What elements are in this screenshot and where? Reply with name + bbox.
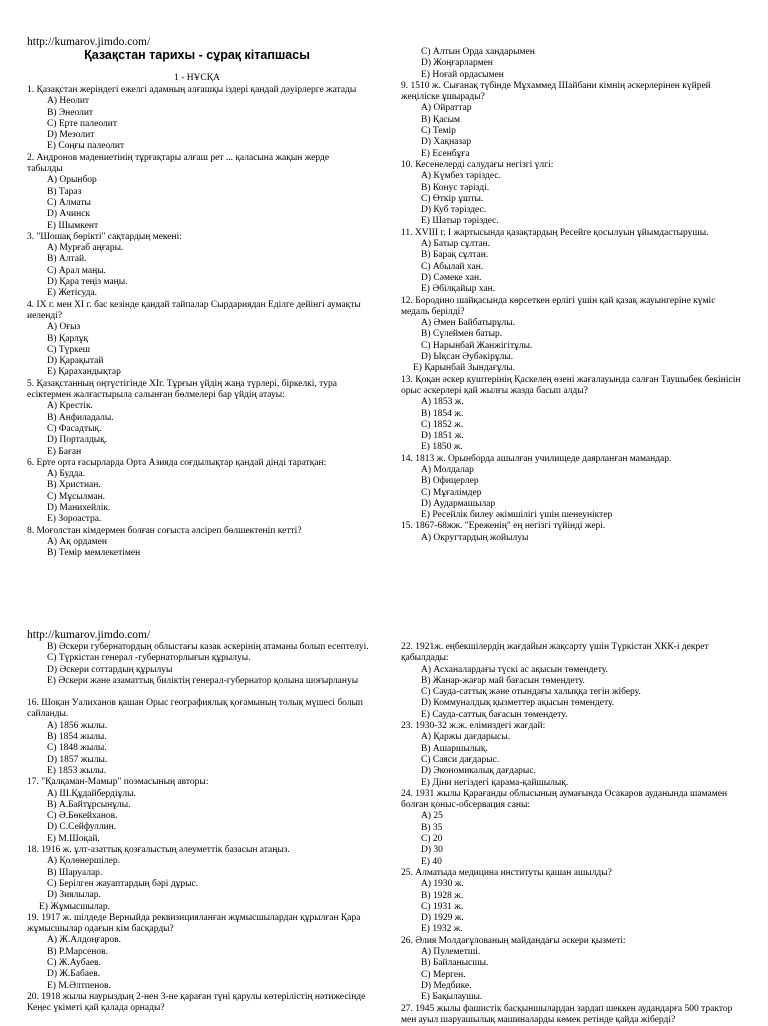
question-block — [401, 375, 741, 454]
question-text: 23. 1930-32 ж.ж. елімиздегі жағдай: — [401, 721, 741, 732]
question-block — [401, 81, 741, 160]
question-text: 18. 1916 ж. ұлт-азаттық қозғалыстың әлеуметтік базасын атаңыз. — [27, 845, 372, 856]
answer-option: C) Сауда-саттық және отындағы халыққа тегін жіберу. — [401, 687, 741, 698]
answer-option: B) Офицерлер — [401, 476, 741, 487]
question-text: 9. 1510 ж. Сығанақ түбінде Мұхаммед Шайбани кімнің әскерлерінен күйрей жеңіліске ұшырады? — [401, 81, 741, 104]
question-block — [27, 913, 372, 992]
answer-option: C) 1931 ж. — [401, 902, 741, 913]
answer-option: D) Хақназар — [401, 137, 741, 148]
answer-option: A) Қолөнершілер. — [27, 856, 372, 867]
answer-option: A) Оғыз — [27, 322, 367, 333]
answer-option: A) Ақ ордамен — [27, 537, 367, 548]
answer-option: C) Алматы — [27, 198, 367, 209]
answer-option: C) 20 — [401, 834, 741, 845]
answer-option: B) Сүлеймен батыр. — [401, 329, 741, 340]
question-block — [27, 845, 372, 913]
question-block — [27, 85, 367, 153]
answer-option: B) Ашаршылық. — [401, 744, 741, 755]
question-block — [27, 992, 372, 1015]
answer-option: B) 35 — [401, 823, 741, 834]
answer-option: A) Пулеметші. — [401, 947, 741, 958]
answer-option: E) Жетісуда. — [27, 288, 367, 299]
answer-option: C) Берілген жауаптардың бәрі дұрыс. — [27, 879, 372, 890]
answer-option: E) Шымкент — [27, 221, 367, 232]
question-block — [401, 521, 741, 544]
question-block — [27, 153, 367, 232]
answer-option: D) 30 — [401, 845, 741, 856]
answer-option: E) Бақылаушы. — [401, 992, 741, 1003]
answer-option: A) Әмен Байбатырұлы. — [401, 318, 741, 329]
question-block — [27, 300, 367, 379]
answer-option: D) Ықсан Әубәкірұлы. — [401, 352, 741, 363]
answer-option: A) Орынбор — [27, 175, 367, 186]
answer-option: C) Өткір ұшты. — [401, 194, 741, 205]
answer-option: E) Соңғы палеолит — [27, 141, 367, 152]
question-text: 12. Бородино шайқасында көрсеткен ерлігі үшін қай қазақ жауынгеріне күміс медаль берілді? — [401, 296, 741, 319]
answer-option: E) Сауда-саттық бағасын төмендету. — [401, 710, 741, 721]
left-column — [27, 85, 367, 559]
question-block — [401, 160, 741, 228]
answer-option: D) Әскери соттардың құрылуы — [27, 665, 372, 676]
answer-option: A) Қаржы дағдарысы. — [401, 732, 741, 743]
answer-option: A) Батыр сұлтан. — [401, 239, 741, 250]
question-text: 24. 1931 жылы Қарағанды облысының аумағында Осакаров ауданында шамамен болған қоныс-обсервация саны: — [401, 789, 741, 812]
answer-option: D) Қара теңіз маңы. — [27, 277, 367, 288]
question-block — [27, 232, 367, 300]
question-text: 2. Андронов мәдениетінің тұрғақтары алғаш рет ... қаласына жақын жерде табылды — [27, 153, 367, 176]
question-text: 11. XVIII г. I жартысында қазақтардың Ресейге қосылуын ұйымдастырушы. — [401, 228, 741, 239]
answer-option: A) Крестік. — [27, 401, 367, 412]
answer-option: C) Мұсылман. — [27, 492, 367, 503]
question-block — [401, 296, 741, 375]
question-block — [27, 458, 367, 526]
answer-option: B) Барақ сұлтан. — [401, 250, 741, 261]
question-text: 10. Кесенелерді салудағы негізгі үлгі: — [401, 160, 741, 171]
answer-option: A) Ойраттар — [401, 103, 741, 114]
answer-option: E) 1932 ж. — [401, 924, 741, 935]
question-text: 15. 1867-68жж. "Ереженің" ең негізгі түйінді жері. — [401, 521, 741, 532]
answer-option: D) Порталдық. — [27, 435, 367, 446]
answer-option: E) М.Әлтпенов. — [27, 981, 372, 992]
left-column — [27, 642, 372, 1015]
answer-option: C) Ж.Аубаев. — [27, 958, 372, 969]
answer-option: A) Күмбез тәріздес. — [401, 171, 741, 182]
answer-option: B) 1854 жылы. — [27, 732, 372, 743]
question-block — [27, 379, 367, 458]
answer-option: E) Діни негіздегі қарама-қайшылық. — [401, 778, 741, 789]
answer-option: A) 25 — [401, 811, 741, 822]
answer-option: E) Қарахандықтар — [27, 367, 367, 378]
answer-option: B) Христиан. — [27, 480, 367, 491]
answer-option: D) Ачинск — [27, 209, 367, 220]
answer-option: D) Жоңғарлармен — [401, 58, 741, 69]
site-url: http://kumarov.jimdo.com/ — [27, 36, 150, 49]
answer-option: A) 1853 ж. — [401, 397, 741, 408]
answer-option: E) Баған — [27, 447, 367, 458]
question-text: 25. Алматыда медицина институты қашан ашылды? — [401, 868, 741, 879]
answer-option: E) Шатыр тәріздес. — [401, 216, 741, 227]
answer-option: A) Асханалардағы түскі ас ақысын төмендету. — [401, 665, 741, 676]
answer-option: A) Ш.Құдайбердіұлы. — [27, 789, 372, 800]
question-text: 4. IX г. мен XI г. бас кезінде қандай тайпалар Сырдариядан Еділге дейінгі аумақты иеленді? — [27, 300, 367, 323]
question-block — [401, 936, 741, 1004]
answer-option: C) Түркеш — [27, 345, 367, 356]
answer-option: C) Абылай хан. — [401, 262, 741, 273]
question-block — [27, 777, 372, 845]
answer-option: D) 1857 жылы. — [27, 755, 372, 766]
question-block — [27, 526, 367, 560]
answer-option: C) Ерте палеолит — [27, 119, 367, 130]
question-block — [401, 868, 741, 936]
answer-option: B) Байланысшы. — [401, 958, 741, 969]
answer-option: D) Сәмеке хан. — [401, 273, 741, 284]
answer-option: C) Нарынбай Жанжігітұлы. — [401, 341, 741, 352]
answer-option: D) Коммуналдық қызметтер ақысын төмендету. — [401, 698, 741, 709]
question-text: 1. Қазақстан жеріндегі ежелгі адамның алғашқы іздері қандай дәуірлерге жатады — [27, 85, 367, 96]
question-block — [401, 228, 741, 296]
answer-option: C) Түркістан генерал -губернаторлығын құрылуы. — [27, 653, 372, 664]
answer-option: C) Мерген. — [401, 970, 741, 981]
answer-option: E) Ноғай ордасымен — [401, 70, 741, 81]
question-text: 14. 1813 ж. Орынборда ашылған училищеде даярланған мамандар. — [401, 454, 741, 465]
right-column — [401, 642, 741, 1026]
answer-option: E) Ресейлік билеу әкімшілігі үшін шенеуніктер — [401, 510, 741, 521]
answer-option: E) 1850 ж. — [401, 442, 741, 453]
answer-option: B) Анфиладалы. — [27, 413, 367, 424]
answer-option: C) 1852 ж. — [401, 420, 741, 431]
answer-option: E) 40 — [401, 857, 741, 868]
variant-label: 1 - НҰСҚА — [27, 73, 367, 84]
answer-option: C) Мұғалімдер — [401, 488, 741, 499]
answer-option: E) 1853 жылы. — [27, 766, 372, 777]
question-block — [401, 642, 741, 721]
answer-option: A) Ж.Алдоңғаров. — [27, 935, 372, 946]
answer-option: C) 1848 жылы. — [27, 743, 372, 754]
answer-option: E) Қарынбай Зындағұлы. — [401, 363, 741, 374]
question-block — [401, 454, 741, 522]
answer-option: A) Округтардың жойылуы — [401, 533, 741, 544]
site-url: http://kumarov.jimdo.com/ — [27, 629, 150, 642]
answer-option: B) 1928 ж. — [401, 891, 741, 902]
question-text: 5. Қазақстанның оңтүстігінде XIг. Тұрғын үйдің жаңа түрлері, біркелкі, тура есіктермен жалғастырыла салынған бөлмелері бар үйдің атауы: — [27, 379, 367, 402]
answer-option: D) 1929 ж. — [401, 913, 741, 924]
answer-option: A) Молдалар — [401, 465, 741, 476]
question-text: 27. 1945 жылы фашистік басқыншылардан зардап шеккен аудандарға 500 трактор мен ауыл шаруашылық машиналарды көмек ретінде қайда жіберді? — [401, 1004, 741, 1026]
answer-option: E) М.Шоқай. — [27, 834, 372, 845]
question-text: 13. Қоқан әскер куштерінің Қаскелең өзені жағалауында салған Таушыбек бекінісін орыс әскерлері қай жылғы жазда басып алды? — [401, 375, 741, 398]
answer-option: A) 1930 ж. — [401, 879, 741, 890]
answer-option: D) Манихейлік. — [27, 503, 367, 514]
question-text: 20. 1918 жылы наурыздың 2-нен 3-не қараған түні қарулы көтерілістің нәтижесінде Кеңес үкіметі қай қалада орнады? — [27, 992, 372, 1015]
answer-option: D) Ж.Бабаев. — [27, 969, 372, 980]
answer-option: B) Темір мемлекетімен — [27, 548, 367, 559]
answer-option: B) Қарлұқ — [27, 334, 367, 345]
page-bottom — [0, 620, 768, 1024]
answer-option: D) Қарақытай — [27, 356, 367, 367]
answer-option: B) А.Байтұрсынұлы. — [27, 800, 372, 811]
question-block — [401, 789, 741, 868]
answer-option: B) Жанар-жағар май бағасын төмендету. — [401, 676, 741, 687]
spacer — [27, 687, 372, 698]
answer-option: D) Мезолит — [27, 130, 367, 141]
question-block — [27, 698, 372, 777]
answer-option: C) Саяси дағдарыс. — [401, 755, 741, 766]
answer-option: A) Неолит — [27, 96, 367, 107]
answer-option: A) 1856 жылы. — [27, 721, 372, 732]
question-block — [401, 47, 741, 81]
answer-option: E) Жұмысшылар. — [27, 902, 372, 913]
answer-option: D) Куб тәріздес. — [401, 205, 741, 216]
answer-option: B) Әскери губернатордың облыстағы казак әскерінің атаманы болып есептелуі. — [27, 642, 372, 653]
question-text: 17. "Қалқаман-Мамыр" поэмасының авторы: — [27, 777, 372, 788]
answer-option: C) Ә.Бөкейханов. — [27, 811, 372, 822]
answer-option: C) Фасадтық. — [27, 424, 367, 435]
answer-option: B) Конус тәрізді. — [401, 183, 741, 194]
right-column — [401, 47, 741, 544]
answer-option: B) Энеолит — [27, 108, 367, 119]
question-text: 3. "Шошақ бөрікті" сақтардың мекені: — [27, 232, 367, 243]
question-block — [401, 1004, 741, 1026]
answer-option: E) Әскери және азаматтық биліктің генерал-губернатор қолына шоғырлануы — [27, 676, 372, 687]
answer-option: D) Медбике. — [401, 981, 741, 992]
question-text: 19. 1917 ж. шілдеде Верныйда реквизицияланған жұмысшылардан құрылған Қара жұмысшылар одағын кім басқарды? — [27, 913, 372, 936]
answer-option: D) 1851 ж. — [401, 431, 741, 442]
question-text: 16. Шоқан Уалиханов қашан Орыс географиялық қоғамының толық мүшесі болып сайланды. — [27, 698, 372, 721]
answer-option: E) Есенбұға — [401, 149, 741, 160]
answer-option: B) Қасым — [401, 115, 741, 126]
answer-option: A) Мурғаб аңғары. — [27, 243, 367, 254]
answer-option: D) Экономикалық дағдарыс. — [401, 766, 741, 777]
answer-option: B) Р.Марсенов. — [27, 947, 372, 958]
question-text: 8. Моғолстан кімдермен болған соғыста әлсіреп бөлшектеніп кетті? — [27, 526, 367, 537]
document-title: Қазақстан тарихы - сұрақ кітапшасы — [27, 48, 367, 62]
answer-option: B) Шаруалар. — [27, 868, 372, 879]
answer-option: D) С.Сейфуллин. — [27, 822, 372, 833]
answer-option: D) Аудармашылар — [401, 499, 741, 510]
answer-option: E) Әбілқайыр хан. — [401, 284, 741, 295]
question-text: 6. Ерте орта ғасырларда Орта Азияда соғдылықтар қандай дінді таратқан: — [27, 458, 367, 469]
answer-option: B) Тараз — [27, 187, 367, 198]
answer-option: B) 1854 ж. — [401, 409, 741, 420]
question-text: 22. 1921ж. еңбекшілердің жағдайын жақсарту үшін Түркістан ХКК-і декрет қабылдады: — [401, 642, 741, 665]
question-block — [27, 642, 372, 687]
answer-option: E) Зороастра. — [27, 514, 367, 525]
answer-option: A) Будда. — [27, 469, 367, 480]
answer-option: D) Зиялылар. — [27, 890, 372, 901]
question-text: 26. Әлия Молдағұлованың майдандағы әскери қызметі: — [401, 936, 741, 947]
answer-option: C) Арал маңы. — [27, 266, 367, 277]
answer-option: C) Темір — [401, 126, 741, 137]
answer-option: C) Алтын Орда хандарымен — [401, 47, 741, 58]
question-block — [401, 721, 741, 789]
answer-option: B) Алтай. — [27, 254, 367, 265]
